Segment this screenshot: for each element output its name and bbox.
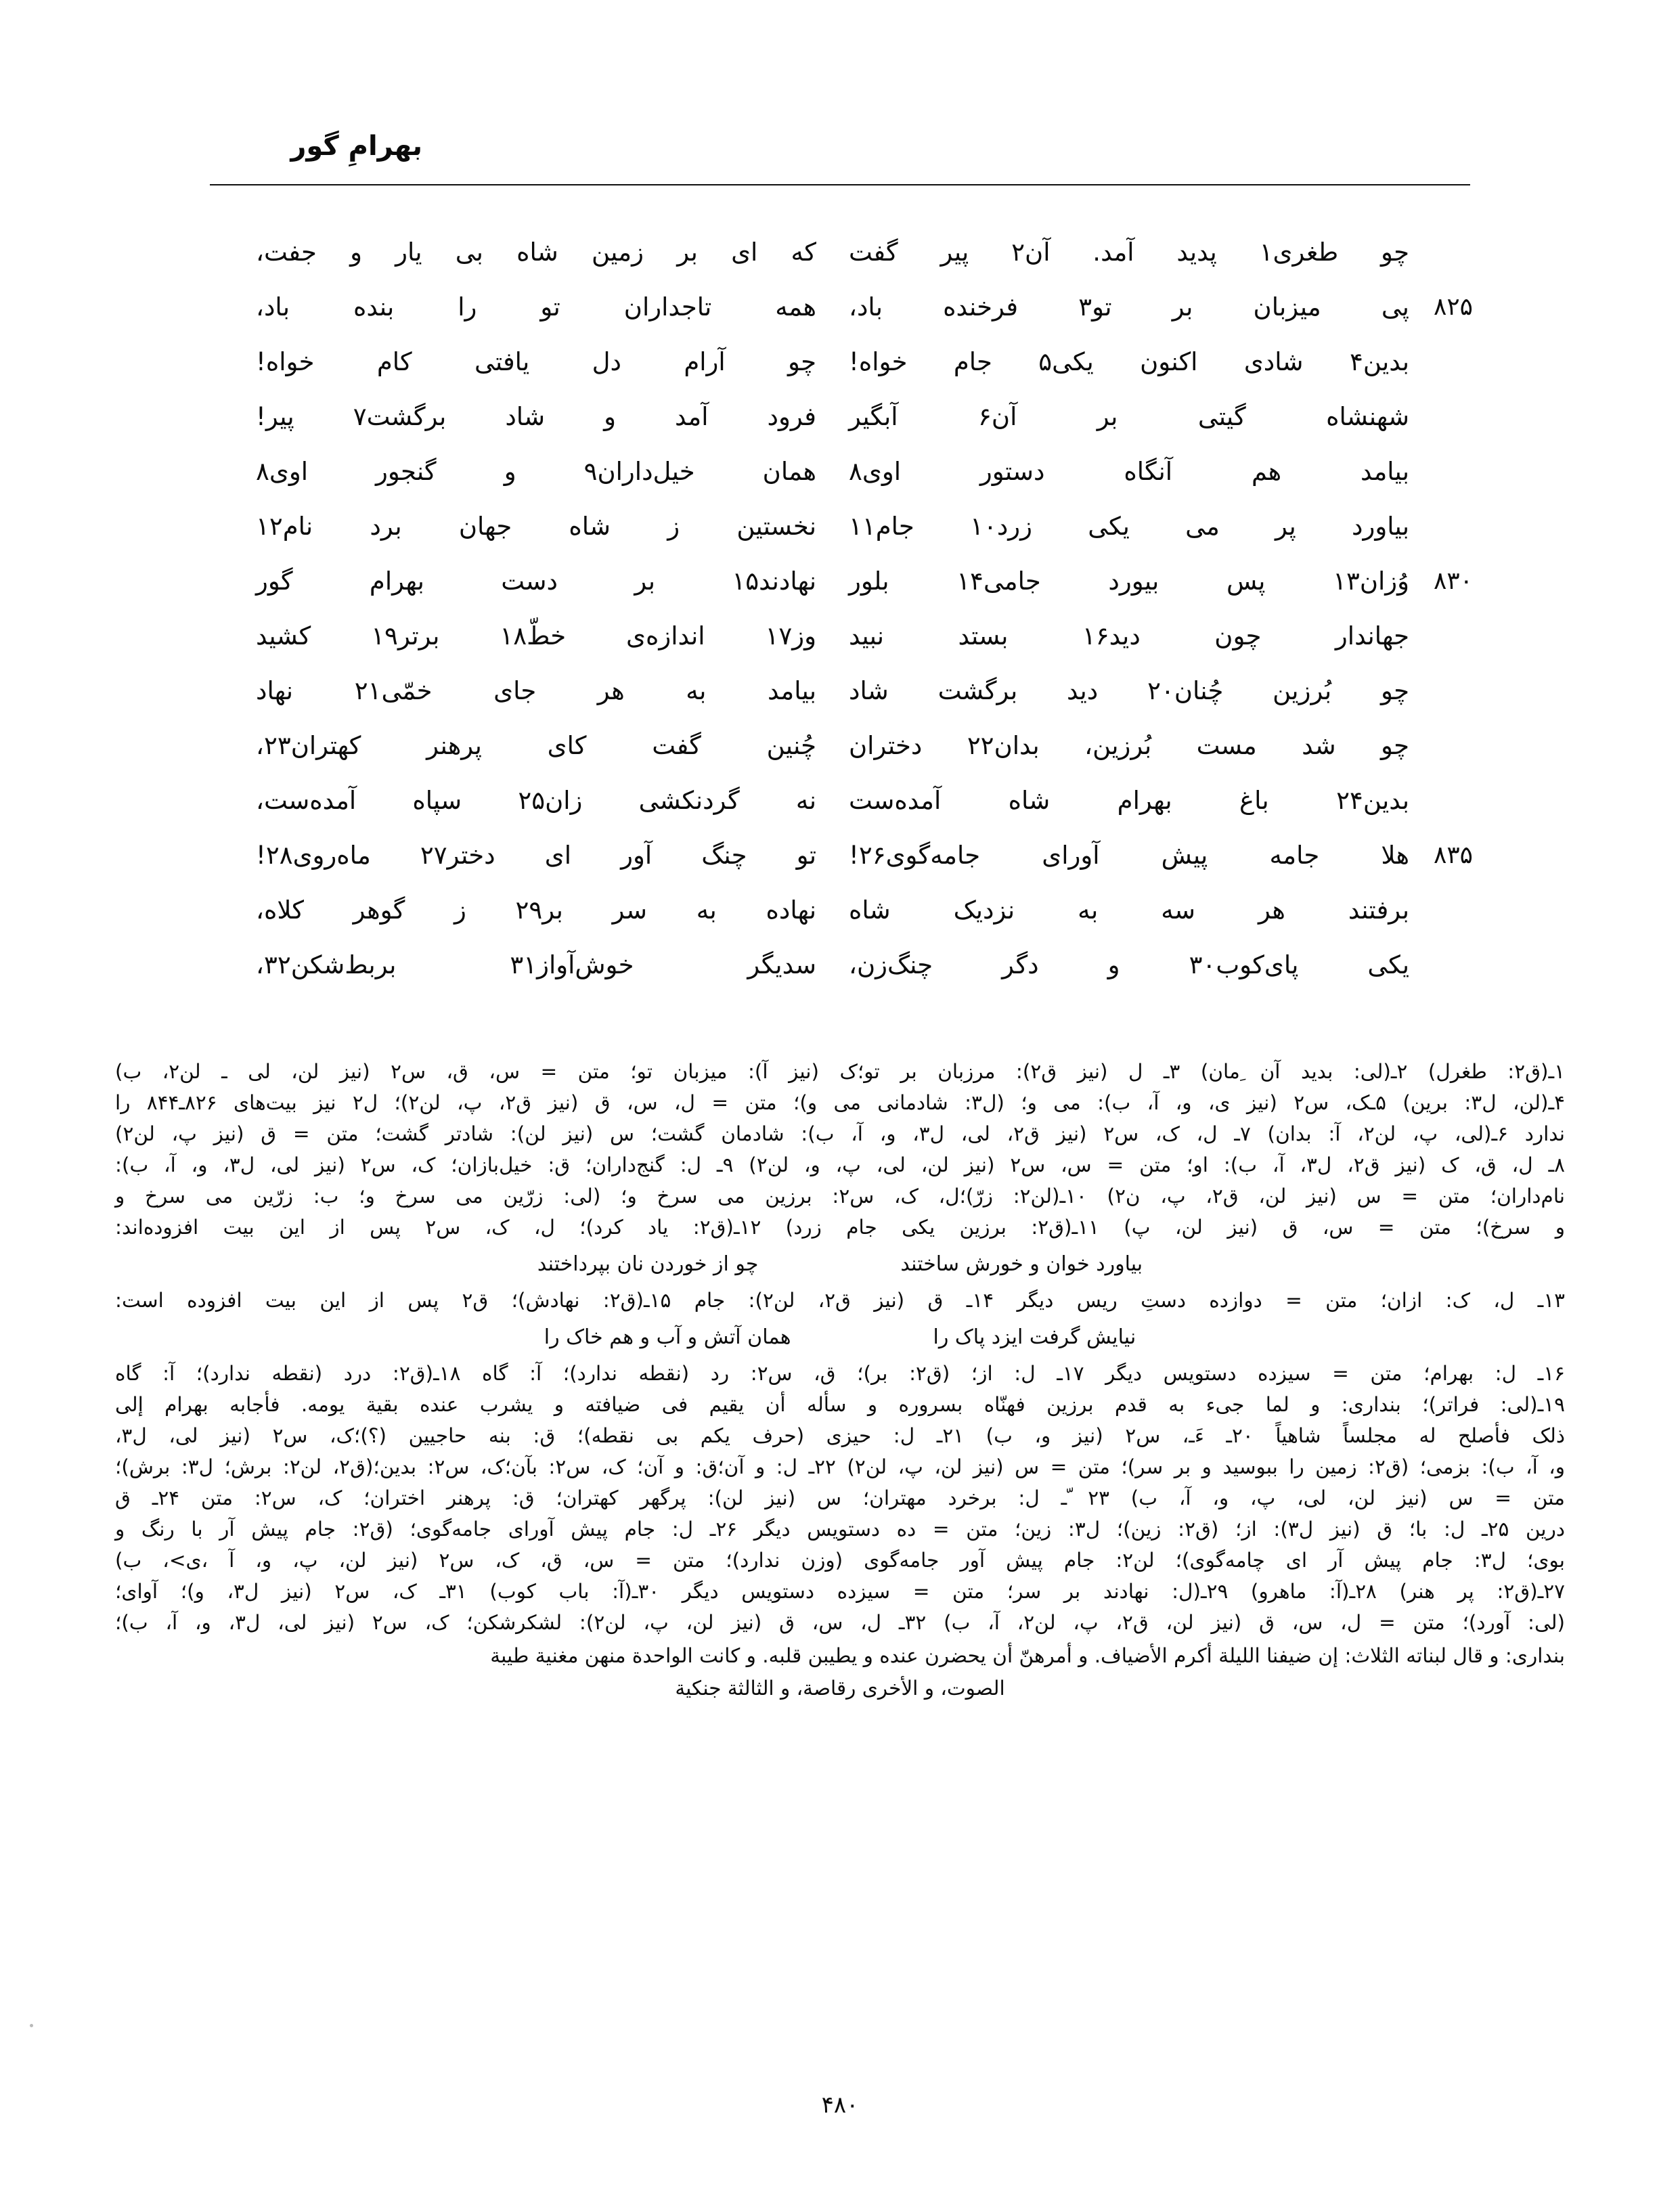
verse-row bbox=[203, 560, 1477, 615]
hemistich-left: نخستین ز شاه جهان برد نام۱۲ bbox=[256, 512, 816, 541]
hemistich-left: بیامد به هر جای خمّی۲۱ نهاد bbox=[256, 676, 816, 705]
hemistich-left: وز۱۷ اندازه‌ی خطّ۱۸ برتر۱۹ کشید bbox=[256, 621, 816, 650]
inserted-couplet bbox=[115, 1320, 1565, 1355]
verse-row bbox=[203, 451, 1477, 506]
hemistich-left: همه تاجداران تو را بنده باد، bbox=[256, 292, 816, 322]
verse-row bbox=[203, 341, 1477, 396]
inserted-couplet-hemistich-right: بیاورد خوان و خورش ساختند bbox=[900, 1252, 1143, 1276]
apparatus-line: و، آ، ب): بزمی؛ (ق۲: زمین را ببوسید و بر سر)؛ متن = س (نیز لن، پ، لن۲) ۲۲ـ ل: و آن؛ق: و آن؛ ک، س۲: بآن؛ک، س۲: بدین؛(ق۲، لن۲: برش؛ ل۳: برش)؛ bbox=[115, 1455, 1566, 1478]
apparatus-line: متن = س (نیز لن، لی، پ، و، آ، ب) ۲۳ ّـ ل: برخرد مهتران؛ س (نیز لن): پرگهر کهتران؛ ق: پرهنر اختران؛ ک، س۲: متن ۲۴ـ ق bbox=[115, 1486, 1565, 1509]
hemistich-right: پی میزبان بر تو۳ فرخنده باد، bbox=[849, 292, 1409, 322]
apparatus-line: ۴ـ(لن، ل۳: برین) ۵ـک، س۲ (نیز ی، و، آ، ب): می و؛ (ل۳: شادمانی می و)؛ متن = ل، س، ق (نیز ق۲، پ، لن۲)؛ ل۲ نیز بیت‌های ۸۲۶ـ۸۴۴ را bbox=[115, 1091, 1566, 1114]
verse-number: ۸۲۵ bbox=[1433, 293, 1473, 321]
apparatus-line: ندارد ۶ـ(لی، پ، لن۲، آ: بدان) ۷ـ ل، ک، س۲ (نیز ق۲، لی، ل۳، و، آ، ب): شادمان گشت؛ س (نیز لن): شادتر گشت؛ متن = ق (نیز پ، لن۲) bbox=[115, 1122, 1566, 1145]
apparatus-line: و سرخ)؛ متن = س، ق (نیز لن، پ) ۱۱ـ(ق۲: برزین یکی جام زرد) ۱۲ـ(ق۲: یاد کرد)؛ ل، ک، س۲ پس از این بیت افزوده‌اند: bbox=[115, 1216, 1565, 1239]
hemistich-right: وُزان۱۳ پس بیورد جامی۱۴ بلور bbox=[849, 567, 1410, 596]
hemistich-left: نهادند۱۵ بر دست بهرام گور bbox=[256, 567, 816, 596]
bundari-note-line: بنداری: و قال لبناته الثلاث: إن ضیفنا اللیلة أکرم الأضیاف. و أمرهنّ أن یحضرن عنده و یطیبن قلبه. و کانت الواحدة منهن مغنیة طیبة bbox=[490, 1644, 1565, 1667]
critical-apparatus bbox=[115, 1056, 1565, 1704]
running-head-rule bbox=[210, 184, 1470, 185]
apparatus-line: (لی: آورد)؛ متن = ل، س، ق (نیز لن، ق۲، پ، لن۲، آ، ب) ۳۲ـ ل، س، ق (نیز لن، پ، لن۲): لشکر‌شکن؛ ک، س۲ (نیز لی، ل۳، و، آ، ب)؛ bbox=[115, 1611, 1566, 1634]
verse-row bbox=[203, 506, 1477, 560]
verse-row bbox=[203, 780, 1477, 835]
apparatus-line: ۲۷ـ(ق۲: پر هنر) ۲۸ـ(آ: ماهرو) ۲۹ـ(ل: نهادند بر سر؛ متن = سیزده دستویس دیگر ۳۰ـ(آ: باب کوب) ۳۱ـ ک، س۲ (نیز ل۳، و)؛ آوای؛ bbox=[115, 1580, 1565, 1603]
inserted-couplet-hemistich-left: همان آتش و آب و هم خاک را bbox=[544, 1325, 791, 1349]
apparatus-line: ۱۳ـ ل، ک: ازان؛ متن = دوازده دستِ ریس دیگر ۱۴ـ ق (نیز ق۲، لن۲): جام ۱۵ـ(ق۲: نهادش)؛ ق۲ پس از این بیت افزوده است: bbox=[115, 1289, 1566, 1312]
verse-block bbox=[203, 231, 1477, 999]
hemistich-right: چو شد مست بُرزین، بدان۲۲ دختران bbox=[849, 731, 1409, 760]
apparatus-line: ۸ـ ل، ق، ک (نیز ق۲، ل۳، آ، ب): او؛ متن = س، س۲ (نیز لن، لی، پ، و، لن۲) ۹ـ ل: گنج‌داران؛ ق: خیل‌بازان؛ ک، س۲ (نیز لی، ل۳، و، آ، ب): bbox=[115, 1153, 1566, 1176]
verse-row bbox=[203, 725, 1477, 780]
verse-row bbox=[203, 615, 1477, 670]
scan-speck bbox=[30, 2024, 33, 2027]
inserted-couplet-hemistich-right: نیایش گرفت ایزد پاک را bbox=[933, 1325, 1136, 1349]
verse-row bbox=[203, 670, 1477, 725]
verse-row bbox=[203, 889, 1477, 944]
hemistich-right: بدین۲۴ باغ بهرام شاه آمده‌ست bbox=[849, 786, 1409, 815]
inserted-couplet-hemistich-left: چو از خوردن نان بپرداختند bbox=[537, 1252, 759, 1276]
bundari-note-line: الصوت، و الأخری رقاصة، و الثالثة جنکیة bbox=[675, 1677, 1005, 1700]
apparatus-line: ۱۹ـ(لی: فراتر)؛ بنداری: و لما جیء به قدم برزین فهنّاه بسروره و سأله أن یقیم فی ضیافته و یشرب عنده بقیة یومه. فأجابه بهرام إلی bbox=[115, 1393, 1565, 1416]
verse-row bbox=[203, 944, 1477, 999]
hemistich-left: نه گردنکشی زان۲۵ سپاه آمده‌ست، bbox=[256, 786, 816, 815]
running-head-title: بهرامِ گور bbox=[290, 131, 422, 162]
apparatus-line: درین ۲۵ـ ل: با؛ ق (نیز ل۳): از؛ (ق۲: زین)؛ ل۳: زین؛ متن = ده دستویس دیگر ۲۶ـ ل: جام پیش آورای جامه‌گوی؛ (ق۲: جام پیش آر با رنگ و bbox=[115, 1518, 1565, 1541]
verse-row bbox=[203, 231, 1477, 286]
apparatus-line: ۱۶ـ ل: بهرام؛ متن = سیزده دستویس دیگر ۱۷ـ ل: از؛ (ق۲: بر)؛ ق، س۲: رد (نقطه ندارد)؛ آ: گاه ۱۸ـ(ق۲: درد (نقطه ندارد)؛ آ: گاه bbox=[115, 1362, 1565, 1385]
hemistich-left: تو چنگ آور ای دختر۲۷ ماه‌روی۲۸! bbox=[256, 841, 817, 870]
hemistich-right: شهنشاه گیتی بر آن۶ آبگیر bbox=[849, 402, 1409, 431]
hemistich-left: سدیگر خوش‌آواز۳۱ بربط‌شکن۳۲، bbox=[256, 950, 817, 979]
hemistich-right: بدین۴ شادی اکنون یکی۵ جام خواه! bbox=[849, 347, 1409, 376]
verse-number: ۸۳۵ bbox=[1433, 841, 1473, 869]
hemistich-left: نهاده به سر بر۲۹ ز گوهر کلاه، bbox=[256, 896, 816, 925]
apparatus-line: نام‌داران؛ متن = س (نیز لن، ق۲، پ، ن۲) ۱۰ـ(لن۲: زرّ)؛ل، ک، س۲: برزین می سرخ و؛ (لی: زرّین می سرخ و؛ ب: زرّین می سرخ و bbox=[115, 1185, 1566, 1208]
hemistich-right: جهاندار چون دید۱۶ بستد نبید bbox=[849, 621, 1409, 650]
hemistich-right: چو طغری۱ پدید آمد. آن۲ پیر گفت bbox=[849, 238, 1409, 267]
hemistich-right: چو بُرزین چُنان۲۰ دید برگشت شاد bbox=[849, 676, 1409, 705]
verse-number: ۸۳۰ bbox=[1433, 567, 1473, 595]
hemistich-left: همان خیل‌داران۹ و گنجور اوی۸ bbox=[256, 457, 817, 486]
apparatus-line: بوی؛ ل۳: جام پیش آر ای چامه‌گوی)؛ لن۲: جام پیش آور جامه‌گوی (وزن ندارد)؛ متن = س، ق، ک، س۲ (نیز لن، پ، و، آ ،ی>، ب) bbox=[115, 1549, 1565, 1572]
apparatus-line: ذلک فأصلح له مجلساً شاهیاً ۲۰ـ ءَـ، س۲ (نیز و، ب) ۲۱ـ ل: حیزی (حرف یکم بی نقطه)؛ ق: بنه حاجیین (؟)؛ک، س۲ (نیز لی، ل۳، bbox=[115, 1424, 1565, 1447]
inserted-couplet bbox=[115, 1247, 1565, 1282]
verse-row bbox=[203, 396, 1477, 451]
hemistich-left: چو آرام دل یافتی کام خواه! bbox=[256, 347, 816, 376]
running-head bbox=[210, 133, 1470, 207]
hemistich-right: بیاورد پر می یکی زرد۱۰ جام۱۱ bbox=[849, 512, 1409, 541]
hemistich-left: که ای بر زمین شاه بی یار و جفت، bbox=[256, 238, 816, 267]
hemistich-right: برفتند هر سه به نزدیک شاه bbox=[849, 896, 1409, 925]
hemistich-left: چُنین گفت کای پرهنر کهتران۲۳، bbox=[256, 731, 816, 760]
bundari-arabic-note bbox=[115, 1639, 1565, 1704]
page-number: ۴۸۰ bbox=[821, 2092, 859, 2119]
hemistich-left: فرود آمد و شاد برگشت۷ پیر! bbox=[256, 402, 816, 431]
verse-row bbox=[203, 286, 1477, 341]
hemistich-right: یکی پای‌کوب۳۰ و دگر چنگ‌زن، bbox=[849, 950, 1409, 979]
verse-row bbox=[203, 835, 1477, 889]
apparatus-line: ۱ـ(ق۲: طغرل) ۲ـ(لی: بدید آن ِمان) ۳ـ ل (نیز ق۲): مرزبان بر تو؛ک (نیز آ): میزبان تو؛ متن = س، ق، س۲ (نیز لن، لی ـ لن۲، ب) bbox=[115, 1060, 1565, 1083]
hemistich-right: هلا جامه پیش آورای جامه‌گوی۲۶! bbox=[849, 841, 1409, 870]
hemistich-right: بیامد هم آنگاه دستور اوی۸ bbox=[849, 457, 1409, 486]
